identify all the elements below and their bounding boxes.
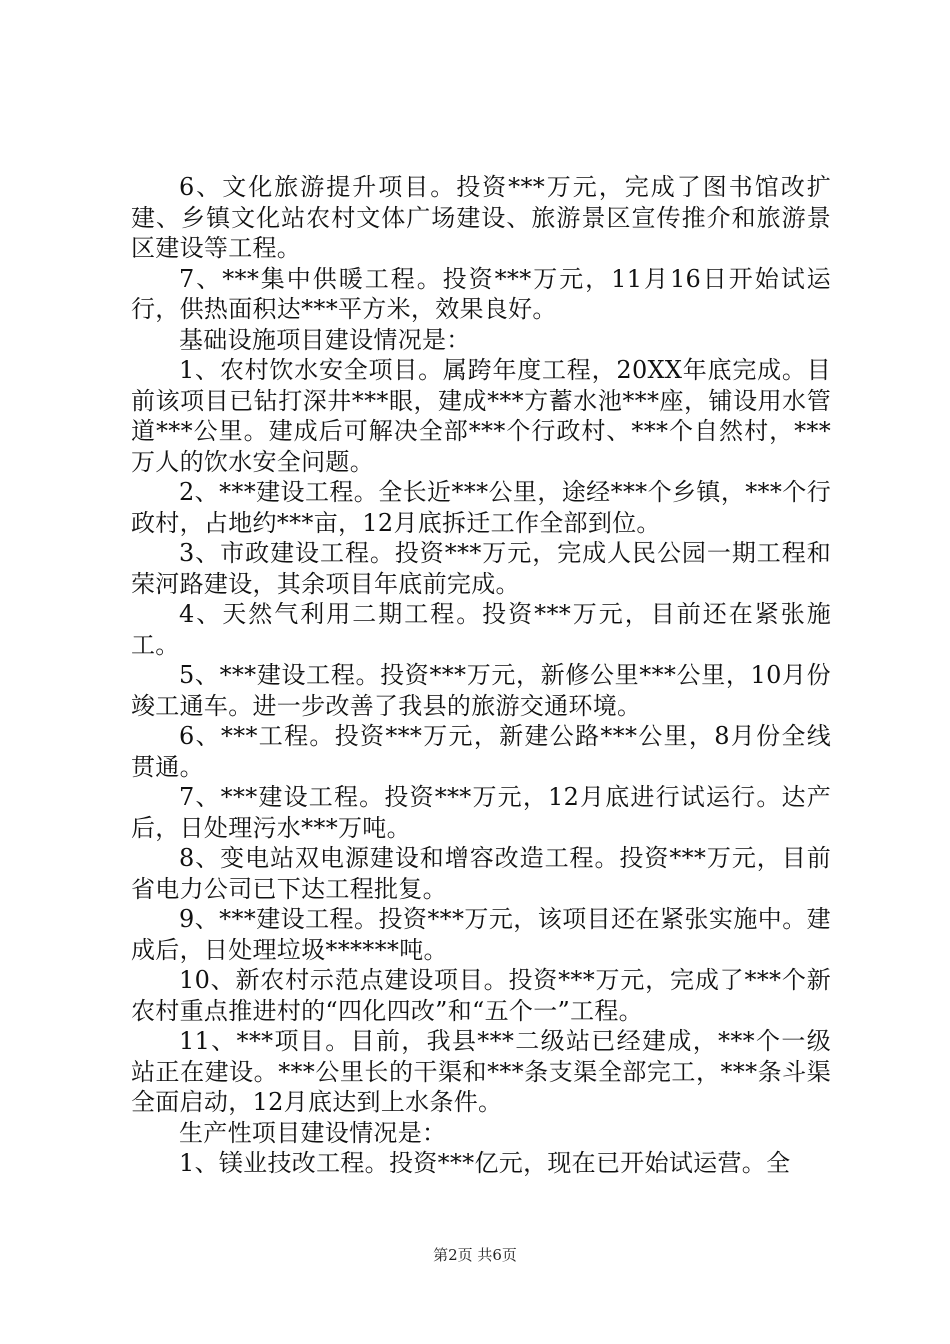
paragraph: 1、农村饮水安全项目。属跨年度工程，20XX年底完成。目前该项目已钻打深井***眼，建成***方蓄水池***座，铺设用水管道***公里。建成后可解决全部***个行政村、***个自然村，***万人的饮水安全问题。 [131,356,831,476]
paragraph: 3、市政建设工程。投资***万元，完成人民公园一期工程和荣河路建设，其余项目年底前完成。 [131,539,831,598]
paragraph: 4、天然气利用二期工程。投资***万元，目前还在紧张施工。 [131,600,831,659]
paragraph: 8、变电站双电源建设和增容改造工程。投资***万元，目前省电力公司已下达工程批复。 [131,844,831,903]
paragraph: 9、***建设工程。投资***万元，该项目还在紧张实施中。建成后，日处理垃圾******吨。 [131,905,831,964]
paragraph: 6、文化旅游提升项目。投资***万元，完成了图书馆改扩建、乡镇文化站农村文体广场建设、旅游景区宣传推介和旅游景区建设等工程。 [131,173,831,262]
paragraph: 10、新农村示范点建设项目。投资***万元，完成了***个新农村重点推进村的“四化四改”和“五个一”工程。 [131,966,831,1025]
paragraph: 5、***建设工程。投资***万元，新修公里***公里，10月份竣工通车。进一步改善了我县的旅游交通环境。 [131,661,831,720]
paragraph: 7、***集中供暖工程。投资***万元，11月16日开始试运行，供热面积达***平方米，效果良好。 [131,264,831,323]
document-body [131,172,831,1179]
section-heading: 生产性项目建设情况是： [179,1118,447,1147]
paragraph: 6、***工程。投资***万元，新建公路***公里，8月份全线贯通。 [131,722,831,781]
paragraph: 7、***建设工程。投资***万元，12月底进行试运行。达产后，日处理污水***万吨。 [131,783,831,842]
paragraph: 2、***建设工程。全长近***公里，途经***个乡镇，***个行政村，占地约***亩，12月底拆迁工作全部到位。 [131,478,831,537]
section-heading: 基础设施项目建设情况是： [179,325,471,354]
page-footer: 第2页 共6页 [433,1246,517,1264]
paragraph: 1、镁业技改工程。投资***亿元，现在已开始试运营。全 [179,1149,791,1177]
paragraph: 11、***项目。目前，我县***二级站已经建成，***个一级站正在建设。***公里长的干渠和***条支渠全部完工，***条斗渠全面启动，12月底达到上水条件。 [131,1027,831,1116]
